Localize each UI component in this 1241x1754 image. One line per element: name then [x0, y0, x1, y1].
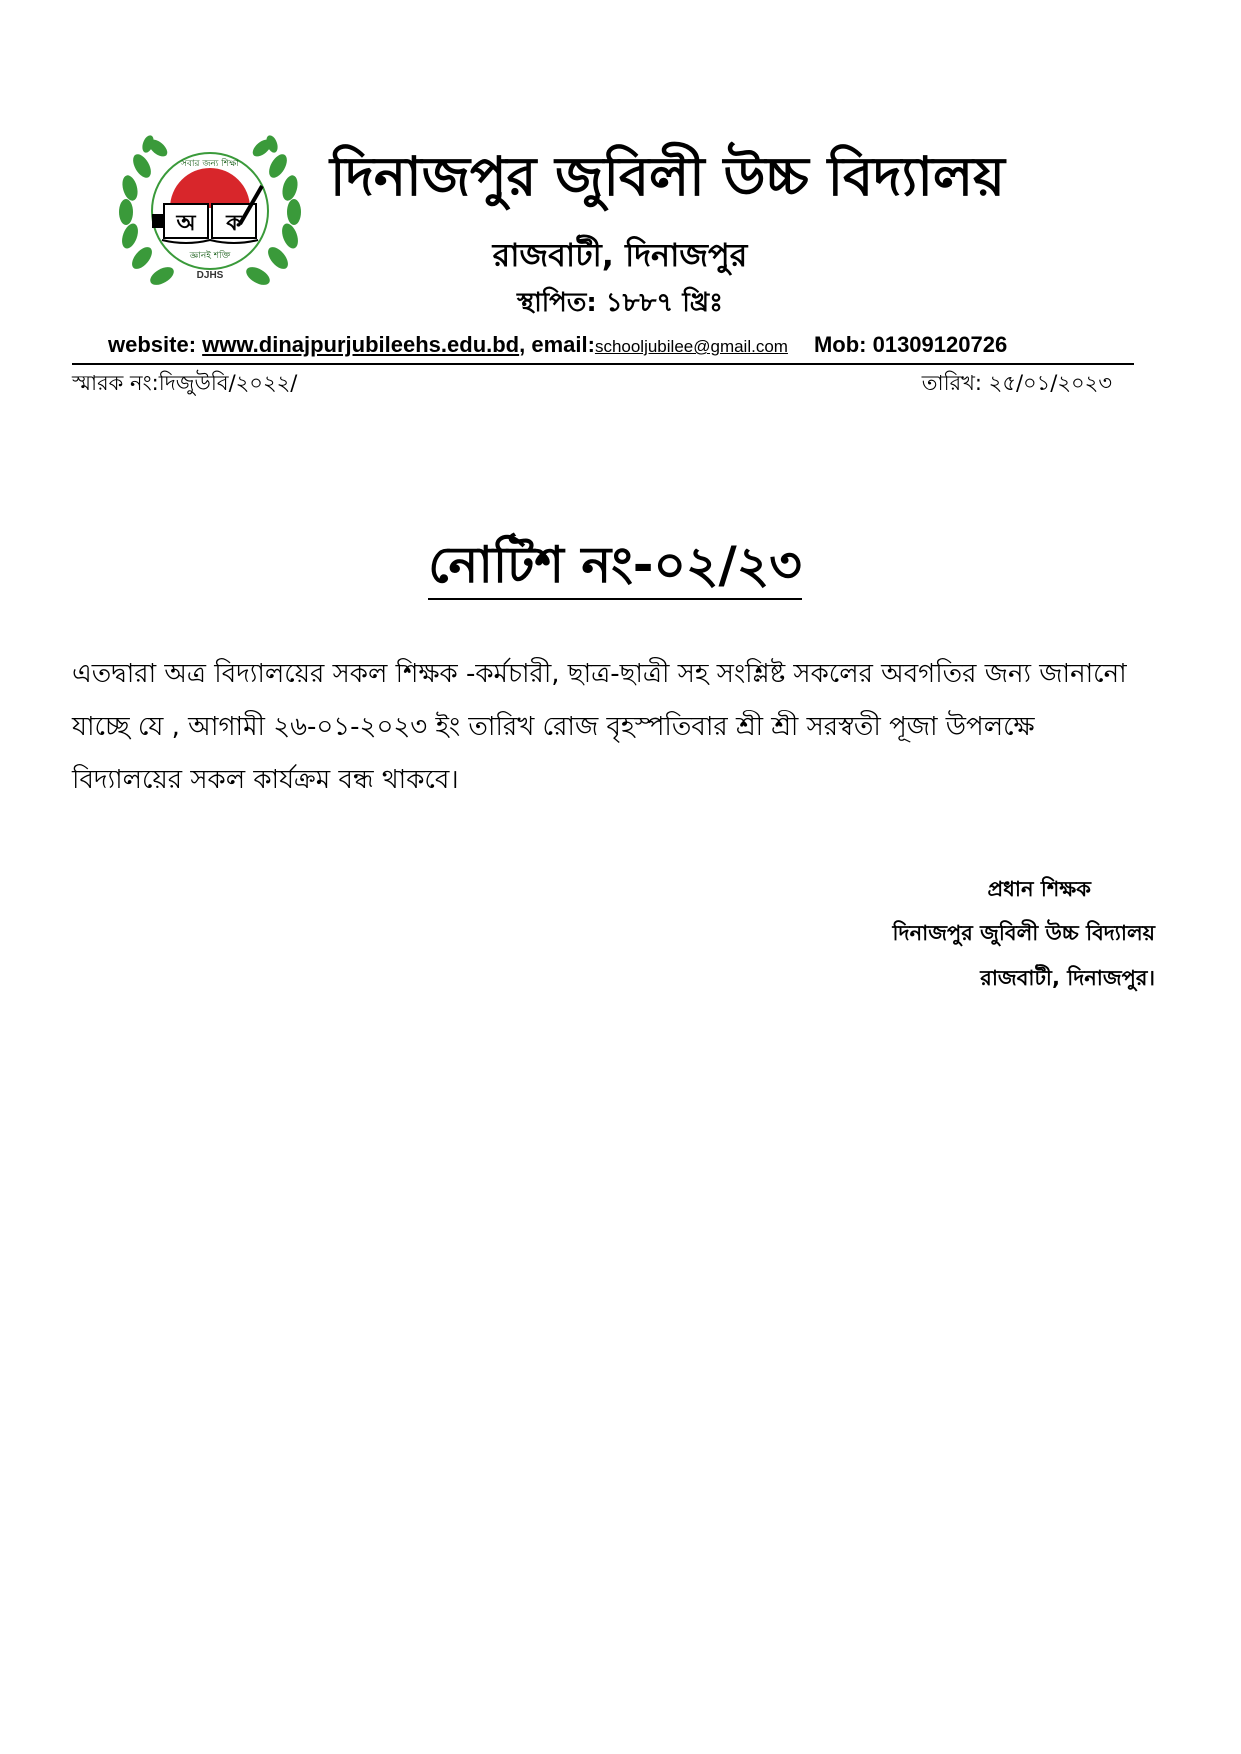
logo-bottom-text: জ্ঞানই শক্তি: [189, 251, 231, 261]
logo-abbr: DJHS: [196, 270, 224, 281]
notice-title-text: নোটিশ নং-০২/২৩: [428, 536, 802, 600]
contact-line: [108, 330, 1148, 362]
logo-letter-1: অ: [176, 211, 196, 236]
logo-letter-2: ক: [226, 211, 242, 236]
memo-date: তারিখ: ২৫/০১/২০২৩: [921, 371, 1112, 395]
school-address: রাজবাটী, দিনাজপুর: [492, 236, 748, 274]
email-link[interactable]: schooljubilee@gmail.com: [594, 337, 788, 356]
signatory-school: দিনাজপুর জুবিলী উচ্চ বিদ্যালয়: [892, 921, 1155, 945]
inkpot-icon: [152, 214, 164, 228]
signatory-address: রাজবাটী, দিনাজপুর।: [980, 966, 1155, 990]
logo-top-text: সবার জন্য শিক্ষা: [180, 159, 240, 169]
signatory-role: প্রধান শিক্ষক: [987, 877, 1091, 901]
school-name-heading: দিনাজপুর জুবিলী উচ্চ বিদ্যালয়: [330, 145, 1005, 208]
school-logo: [112, 126, 308, 296]
notice-title: [300, 532, 930, 598]
mobile-number: Mob: 01309120726: [813, 332, 1008, 357]
website-link[interactable]: www.dinajpurjubileehs.edu.bd: [202, 332, 520, 357]
header-divider: [72, 363, 1134, 365]
notice-body: এতদ্বারা অত্র বিদ্যালয়ের সকল শিক্ষক -কর্মচারী, ছাত্র-ছাত্রী সহ সংশ্লিষ্ট সকলের অবগতির জন্য জানানো যাচ্ছে যে , আগামী ২৬-০১-২০২৩ ইং তারিখ রোজ বৃহস্পতিবার শ্রী শ্রী সরস্বতী পূজা উপলক্ষে বিদ্যালয়ের সকল কার্যক্রম বন্ধ থাকবে।: [72, 659, 1127, 795]
email-label: , email:: [519, 332, 595, 357]
established-year: স্থাপিত: ১৮৮৭ খ্রিঃ: [516, 288, 723, 318]
website-label: website:: [108, 332, 203, 357]
school-logo-emblem: [112, 126, 308, 296]
memo-number: স্মারক নং:দিজুউবি/২০২২/: [72, 371, 298, 395]
